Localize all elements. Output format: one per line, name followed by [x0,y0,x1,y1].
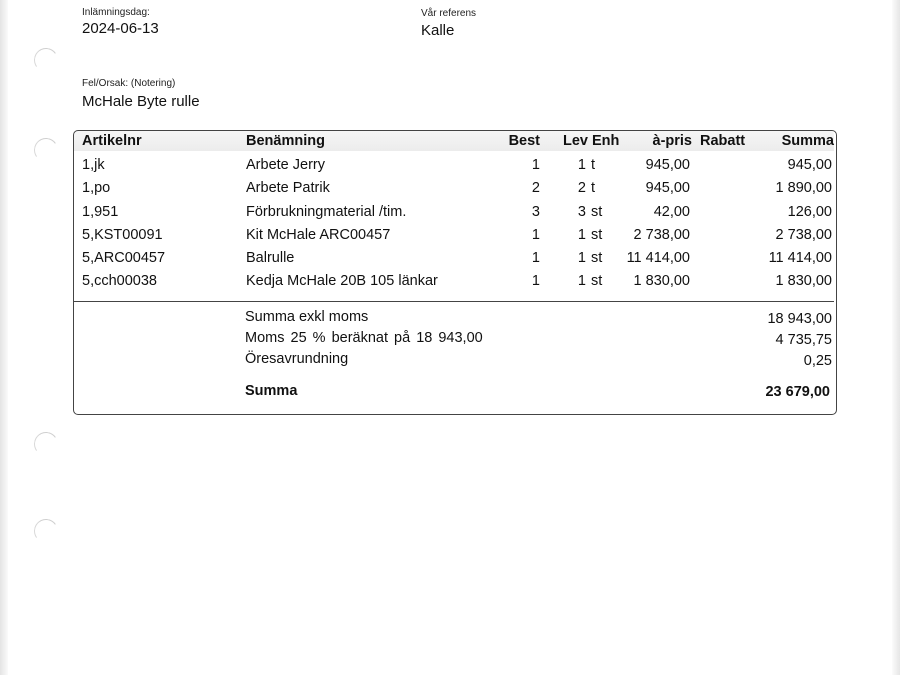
grand-total-label: Summa [245,383,298,399]
cell-artikelnr: 1,jk [82,157,105,173]
cell-best: 2 [531,180,540,196]
cell-best: 3 [531,204,540,220]
cell-artikelnr: 1,po [82,180,111,196]
cell-benamning: Balrulle [246,250,295,266]
cell-lev: 1 [577,227,586,243]
totals-divider [74,301,834,302]
cell-lev: 1 [577,250,586,266]
col-header-rabatt: Rabatt [700,133,746,149]
invoice-table [73,130,837,415]
cell-apris: 1 830,00 [633,273,690,289]
cell-enh: t [591,157,596,173]
cell-best: 1 [531,273,540,289]
cell-best: 1 [531,157,540,173]
cell-lev: 2 [577,180,586,196]
cell-lev: 3 [577,204,586,220]
punch-hole-mark [32,430,60,458]
vat-label: Moms 25 % beräknat på 18 943,00 [245,330,483,346]
cell-lev: 1 [577,273,586,289]
cell-artikelnr: 5,KST00091 [82,227,163,243]
cell-benamning: Kedja McHale 20B 105 länkar [246,273,438,289]
total-excl-vat-value: 18 943,00 [767,311,832,327]
cell-benamning: Kit McHale ARC00457 [246,227,391,243]
cell-summa: 126,00 [787,204,832,220]
cell-apris: 42,00 [653,204,690,220]
cell-artikelnr: 5,cch00038 [82,273,157,289]
punch-hole-mark [32,517,60,545]
cause-label: Fel/Orsak: (Notering) [82,78,176,89]
cell-summa: 945,00 [787,157,832,173]
cell-lev: 1 [577,157,586,173]
reference-value: Kalle [421,22,455,39]
reference-label: Vår referens [421,8,477,19]
cell-summa: 1 830,00 [775,273,832,289]
col-header-benamning: Benämning [246,133,325,149]
page-edge-left [0,0,8,675]
cell-benamning: Arbete Patrik [246,180,330,196]
cell-apris: 11 414,00 [626,250,690,266]
cell-best: 1 [531,227,540,243]
col-header-summa: Summa [781,133,834,149]
cell-enh: t [591,180,596,196]
cell-best: 1 [531,250,540,266]
submission-date-value: 2024-06-13 [82,20,159,37]
cell-enh: st [591,227,603,243]
cell-artikelnr: 5,ARC00457 [82,250,166,266]
cell-apris: 2 738,00 [633,227,690,243]
rounding-label: Öresavrundning [245,351,349,367]
vat-value: 4 735,75 [775,332,832,348]
cell-summa: 2 738,00 [775,227,832,243]
cell-summa: 11 414,00 [768,250,832,266]
cell-enh: st [591,204,603,220]
cell-enh: st [591,250,603,266]
grand-total-value: 23 679,00 [765,384,830,400]
col-header-lev: Lev [563,133,588,149]
cell-benamning: Arbete Jerry [246,157,325,173]
col-header-artikelnr: Artikelnr [82,133,142,149]
col-header-best: Best [508,133,540,149]
cell-enh: st [591,273,603,289]
col-header-enh: Enh [592,133,620,149]
submission-date-label: Inlämningsdag: [82,7,150,18]
cause-value: McHale Byte rulle [82,93,200,110]
cell-apris: 945,00 [645,157,690,173]
cell-benamning: Förbrukningmaterial /tim. [246,204,407,220]
cell-summa: 1 890,00 [775,180,832,196]
cell-apris: 945,00 [645,180,690,196]
page-edge-right [892,0,900,675]
punch-hole-mark [32,136,60,164]
col-header-apris: à-pris [652,133,692,149]
total-excl-vat-label: Summa exkl moms [245,309,369,325]
punch-hole-mark [32,46,60,74]
cell-artikelnr: 1,951 [82,204,119,220]
rounding-value: 0,25 [803,353,832,369]
